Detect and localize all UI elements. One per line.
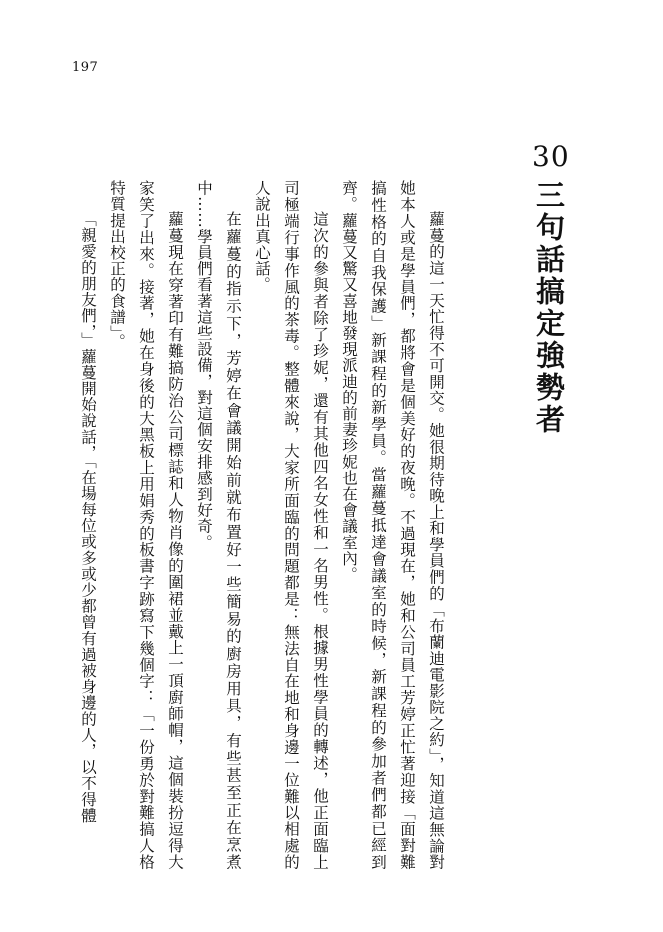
- paragraph: 「親愛的朋友們，」蘿蔓開始說話，「在場每位或多或少都曾有過被身邊的人，以不得體: [79, 211, 97, 824]
- paragraph: 在蘿蔓的指示下，芳婷在會議開始前就布置好一些簡易的廚房用具，有些甚至正在烹煮中……學員們看著這些設備，對這個安排感到好奇。: [195, 180, 242, 870]
- chapter-title: 三句話搞定強勢者: [532, 180, 566, 436]
- paragraph: 蘿蔓現在穿著印有難搞防治公司標誌和人物肖像的圍裙並戴上一頂廚師帽，這個裝扮逗得大家笑了出來。接著，她在身後的大黑板上用娟秀的板書字跡寫下幾個字：「一份勇於對難搞人格特質提出校正的食譜」。: [108, 180, 184, 870]
- paragraph: 這次的參與者除了珍妮，還有其他四名女性和一名男性。根據男性學員的轉述，他正面臨上司極端行事作風的茶毒。整體來說，大家所面臨的問題都是：無法自在地和身邊一位難以相處的人說出真心話。: [253, 180, 329, 870]
- chapter-number: 30: [532, 140, 570, 173]
- body-text: [79, 180, 450, 870]
- paragraph: 蘿蔓的這一天忙得不可開交。她很期待晚上和學員們的「布蘭迪電影院之約」，知道這無論對她本人或是學員們，都將會是個美好的夜晚。不過現在，她和公司員工芳婷正忙著迎接「面對難搞性格的自我保護」新課程的新學員。當蘿蔓抵達會議室的時候，新課程的參加者們都已經到齊。蘿蔓又驚又喜地發現派迪的前妻珍妮也在會議室內。: [340, 180, 445, 870]
- page-number: 197: [72, 60, 99, 75]
